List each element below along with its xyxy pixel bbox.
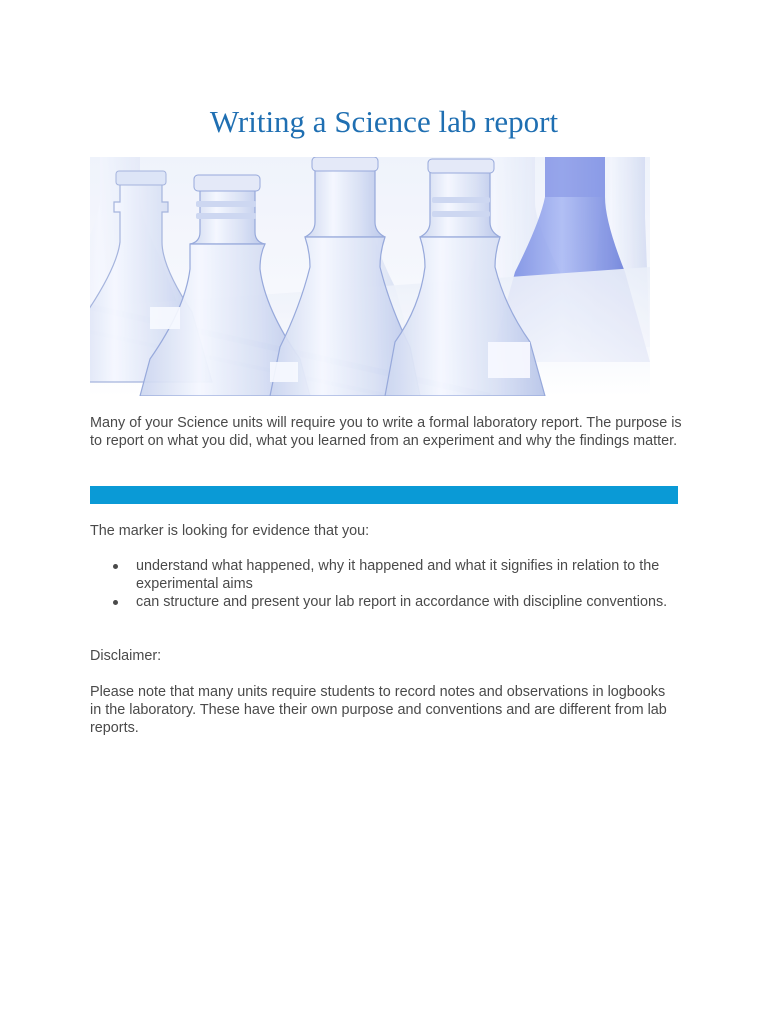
list-item-text: understand what happened, why it happened and what it signifies in relation to the experimental aims (136, 558, 660, 592)
evidence-bullet-list (90, 557, 682, 611)
lab-flasks-illustration (90, 157, 650, 396)
bullet-icon (113, 600, 118, 605)
intro-paragraph: Many of your Science units will require you to write a formal laboratory report. The purpose is to report on what you did, what you learned from an experiment and why the findings matter. (90, 415, 682, 449)
bullet-icon (113, 564, 118, 569)
page-title: Writing a Science lab report (209, 104, 559, 139)
list-item (90, 557, 682, 593)
evidence-lead-text: The marker is looking for evidence that you: (90, 523, 370, 539)
disclaimer-heading: Disclaimer: (90, 648, 162, 664)
accent-divider-bar (90, 486, 678, 504)
list-item (90, 593, 682, 611)
hero-image-flasks-photo (90, 157, 650, 396)
list-item-text: can structure and present your lab report in accordance with discipline conventions. (136, 594, 668, 610)
disclaimer-paragraph: Please note that many units require students to record notes and observations in logbooks in the laboratory. These have their own purpose and conventions and are different from lab reports. (90, 684, 667, 736)
